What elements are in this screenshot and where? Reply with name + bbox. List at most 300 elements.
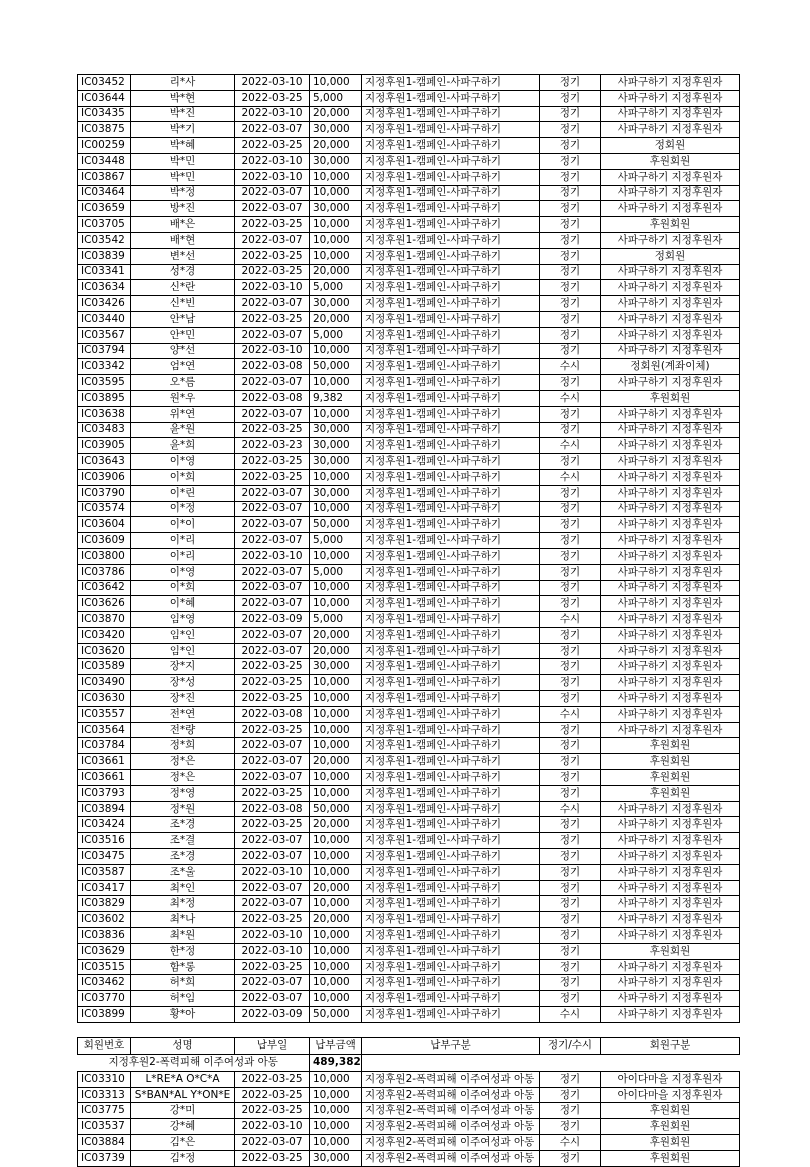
payment-frequency-cell: 정기: [540, 991, 601, 1007]
member-type-cell: 사파구하기 지정후원자: [601, 912, 740, 928]
payment-category-cell: 지정후원1-캠페인-사파구하기: [362, 169, 540, 185]
payment-frequency-cell: 정기: [540, 327, 601, 343]
payment-frequency-cell: 정기: [540, 296, 601, 312]
payment-frequency-cell: 정기: [540, 880, 601, 896]
payment-amount-cell: 9,382: [310, 390, 362, 406]
table-row: [78, 169, 740, 185]
payment-category-cell: 지정후원1-캠페인-사파구하기: [362, 564, 540, 580]
payment-frequency-cell: 정기: [540, 817, 601, 833]
payment-frequency-cell: 정기: [540, 722, 601, 738]
member-name-cell: 성*경: [131, 264, 235, 280]
member-name-cell: 박*민: [131, 169, 235, 185]
payment-amount-cell: 10,000: [310, 501, 362, 517]
member-id-cell: IC03574: [78, 501, 131, 517]
table-row: [78, 248, 740, 264]
member-type-cell: 사파구하기 지정후원자: [601, 817, 740, 833]
member-type-cell: 사파구하기 지정후원자: [601, 106, 740, 122]
payment-frequency-cell: 수시: [540, 359, 601, 375]
payment-category-cell: 지정후원1-캠페인-사파구하기: [362, 896, 540, 912]
member-type-cell: 후원회원: [601, 738, 740, 754]
payment-amount-cell: 10,000: [310, 406, 362, 422]
payment-amount-cell: 10,000: [310, 1087, 362, 1103]
payment-frequency-cell: 정기: [540, 896, 601, 912]
payment-category-cell: 지정후원1-캠페인-사파구하기: [362, 454, 540, 470]
payment-category-cell: 지정후원1-캠페인-사파구하기: [362, 722, 540, 738]
table-row: [78, 280, 740, 296]
member-type-cell: 사파구하기 지정후원자: [601, 564, 740, 580]
payment-amount-cell: 30,000: [310, 422, 362, 438]
member-id-cell: IC03775: [78, 1103, 131, 1119]
member-name-cell: L*RE*A O*C*A: [131, 1071, 235, 1087]
payment-amount-cell: 10,000: [310, 169, 362, 185]
payment-category-cell: 지정후원1-캠페인-사파구하기: [362, 801, 540, 817]
payment-date-cell: 2022-03-07: [235, 754, 310, 770]
member-id-cell: IC03634: [78, 280, 131, 296]
payment-amount-cell: 10,000: [310, 1103, 362, 1119]
member-name-cell: 강*혜: [131, 1119, 235, 1135]
payment-category-cell: 지정후원1-캠페인-사파구하기: [362, 343, 540, 359]
member-id-cell: IC03661: [78, 770, 131, 786]
member-name-cell: 양*선: [131, 343, 235, 359]
member-id-cell: IC03564: [78, 722, 131, 738]
member-type-cell: 사파구하기 지정후원자: [601, 485, 740, 501]
payment-frequency-cell: 수시: [540, 612, 601, 628]
payment-date-cell: 2022-03-09: [235, 612, 310, 628]
table-row: [78, 438, 740, 454]
payment-amount-cell: 5,000: [310, 90, 362, 106]
member-name-cell: 박*민: [131, 153, 235, 169]
table-row: [78, 375, 740, 391]
payment-date-cell: 2022-03-07: [235, 833, 310, 849]
member-id-cell: IC03448: [78, 153, 131, 169]
member-name-cell: 이*희: [131, 469, 235, 485]
member-type-cell: 정회원(계좌이체): [601, 359, 740, 375]
member-type-cell: 사파구하기 지정후원자: [601, 311, 740, 327]
member-type-cell: 사파구하기 지정후원자: [601, 580, 740, 596]
table-row: [78, 327, 740, 343]
table-row: [78, 122, 740, 138]
header-name: 성명: [131, 1037, 235, 1054]
payment-category-cell: 지정후원1-캠페인-사파구하기: [362, 438, 540, 454]
member-name-cell: 이*정: [131, 501, 235, 517]
member-id-cell: IC03516: [78, 833, 131, 849]
table-row: [78, 596, 740, 612]
table-row: [78, 959, 740, 975]
table-row: [78, 390, 740, 406]
table-row: [78, 770, 740, 786]
payment-frequency-cell: 정기: [540, 153, 601, 169]
table-row: [78, 1087, 740, 1103]
table-row: [78, 185, 740, 201]
table-row: [78, 627, 740, 643]
payment-date-cell: 2022-03-10: [235, 928, 310, 944]
member-type-cell: 사파구하기 지정후원자: [601, 406, 740, 422]
payment-frequency-cell: 정기: [540, 75, 601, 91]
member-id-cell: IC03620: [78, 643, 131, 659]
payment-frequency-cell: 수시: [540, 1135, 601, 1151]
payment-category-cell: 지정후원1-캠페인-사파구하기: [362, 675, 540, 691]
payment-date-cell: 2022-03-07: [235, 596, 310, 612]
member-id-cell: IC03537: [78, 1119, 131, 1135]
payment-amount-cell: 5,000: [310, 280, 362, 296]
header-frequency: 정기/수시: [540, 1037, 601, 1054]
payment-category-cell: 지정후원1-캠페인-사파구하기: [362, 943, 540, 959]
payment-amount-cell: 20,000: [310, 106, 362, 122]
payment-amount-cell: 50,000: [310, 359, 362, 375]
member-name-cell: 신*란: [131, 280, 235, 296]
payment-category-cell: 지정후원1-캠페인-사파구하기: [362, 596, 540, 612]
payment-amount-cell: 20,000: [310, 643, 362, 659]
table-row: [78, 580, 740, 596]
table-row: [78, 643, 740, 659]
payment-category-cell: 지정후원1-캠페인-사파구하기: [362, 311, 540, 327]
member-name-cell: 박*기: [131, 122, 235, 138]
payment-frequency-cell: 정기: [540, 280, 601, 296]
payment-date-cell: 2022-03-10: [235, 75, 310, 91]
payment-category-cell: 지정후원1-캠페인-사파구하기: [362, 959, 540, 975]
payment-date-cell: 2022-03-07: [235, 991, 310, 1007]
payment-date-cell: 2022-03-10: [235, 106, 310, 122]
payment-date-cell: 2022-03-07: [235, 201, 310, 217]
member-id-cell: IC03542: [78, 232, 131, 248]
payment-frequency-cell: 수시: [540, 706, 601, 722]
member-type-cell: 사파구하기 지정후원자: [601, 691, 740, 707]
member-name-cell: 안*민: [131, 327, 235, 343]
member-id-cell: IC03557: [78, 706, 131, 722]
payment-category-cell: 지정후원1-캠페인-사파구하기: [362, 517, 540, 533]
payment-date-cell: 2022-03-08: [235, 706, 310, 722]
payment-frequency-cell: 수시: [540, 438, 601, 454]
payment-amount-cell: 30,000: [310, 201, 362, 217]
column-header-row: [78, 1037, 740, 1054]
payment-category-cell: 지정후원2-폭력피해 이주여성과 아동: [362, 1087, 540, 1103]
member-name-cell: 전*연: [131, 706, 235, 722]
member-type-cell: 후원회원: [601, 1103, 740, 1119]
member-name-cell: 임*인: [131, 627, 235, 643]
payment-frequency-cell: 정기: [540, 406, 601, 422]
member-id-cell: IC03800: [78, 548, 131, 564]
payment-category-cell: 지정후원1-캠페인-사파구하기: [362, 659, 540, 675]
payment-amount-cell: 10,000: [310, 928, 362, 944]
member-type-cell: 사파구하기 지정후원자: [601, 343, 740, 359]
member-name-cell: 황*아: [131, 1007, 235, 1023]
payment-date-cell: 2022-03-25: [235, 311, 310, 327]
payment-frequency-cell: 정기: [540, 1103, 601, 1119]
member-name-cell: 신*빈: [131, 296, 235, 312]
member-name-cell: 한*정: [131, 943, 235, 959]
member-name-cell: 이*희: [131, 580, 235, 596]
payment-date-cell: 2022-03-25: [235, 248, 310, 264]
payment-amount-cell: 30,000: [310, 438, 362, 454]
member-id-cell: IC03638: [78, 406, 131, 422]
member-type-cell: 후원회원: [601, 217, 740, 233]
payment-category-cell: 지정후원1-캠페인-사파구하기: [362, 627, 540, 643]
payment-amount-cell: 30,000: [310, 296, 362, 312]
member-type-cell: 사파구하기 지정후원자: [601, 327, 740, 343]
payment-category-cell: 지정후원1-캠페인-사파구하기: [362, 90, 540, 106]
payment-category-cell: 지정후원1-캠페인-사파구하기: [362, 422, 540, 438]
member-type-cell: 사파구하기 지정후원자: [601, 643, 740, 659]
member-name-cell: 윤*원: [131, 422, 235, 438]
member-name-cell: 장*진: [131, 691, 235, 707]
payment-date-cell: 2022-03-25: [235, 675, 310, 691]
member-type-cell: 사파구하기 지정후원자: [601, 833, 740, 849]
member-type-cell: 사파구하기 지정후원자: [601, 296, 740, 312]
table-row: [78, 706, 740, 722]
table-row: [78, 754, 740, 770]
table-row: [78, 991, 740, 1007]
payment-date-cell: 2022-03-08: [235, 359, 310, 375]
payment-category-cell: 지정후원1-캠페인-사파구하기: [362, 185, 540, 201]
member-name-cell: 임*인: [131, 643, 235, 659]
member-name-cell: 윤*희: [131, 438, 235, 454]
table-row: [78, 533, 740, 549]
payment-frequency-cell: 정기: [540, 975, 601, 991]
payment-amount-cell: 10,000: [310, 896, 362, 912]
payment-date-cell: 2022-03-07: [235, 564, 310, 580]
member-id-cell: IC03435: [78, 106, 131, 122]
payment-amount-cell: 10,000: [310, 943, 362, 959]
payment-frequency-cell: 수시: [540, 801, 601, 817]
payment-date-cell: 2022-03-10: [235, 548, 310, 564]
member-name-cell: 장*성: [131, 675, 235, 691]
member-id-cell: IC00259: [78, 138, 131, 154]
table-row: [78, 722, 740, 738]
member-name-cell: 정*은: [131, 754, 235, 770]
member-type-cell: 사파구하기 지정후원자: [601, 659, 740, 675]
header-category: 납부구분: [362, 1037, 540, 1054]
member-type-cell: 사파구하기 지정후원자: [601, 422, 740, 438]
member-id-cell: IC03483: [78, 422, 131, 438]
member-id-cell: IC03440: [78, 311, 131, 327]
payment-amount-cell: 10,000: [310, 343, 362, 359]
table-row: [78, 975, 740, 991]
payment-frequency-cell: 정기: [540, 185, 601, 201]
payment-amount-cell: 20,000: [310, 311, 362, 327]
payment-date-cell: 2022-03-25: [235, 691, 310, 707]
member-name-cell: 박*현: [131, 90, 235, 106]
payment-frequency-cell: 정기: [540, 1150, 601, 1166]
payment-frequency-cell: 정기: [540, 833, 601, 849]
section2-rows: [78, 1071, 740, 1166]
section-total: 489,382: [310, 1054, 362, 1071]
payment-amount-cell: 10,000: [310, 1071, 362, 1087]
payment-amount-cell: 10,000: [310, 738, 362, 754]
member-name-cell: 배*은: [131, 217, 235, 233]
member-type-cell: 사파구하기 지정후원자: [601, 375, 740, 391]
member-id-cell: IC03595: [78, 375, 131, 391]
member-type-cell: 사파구하기 지정후원자: [601, 959, 740, 975]
header-member-id: 회원번호: [78, 1037, 131, 1054]
member-id-cell: IC03705: [78, 217, 131, 233]
payment-frequency-cell: 정기: [540, 122, 601, 138]
payment-category-cell: 지정후원1-캠페인-사파구하기: [362, 706, 540, 722]
member-name-cell: 원*우: [131, 390, 235, 406]
section2-header: [78, 1037, 740, 1071]
payment-frequency-cell: 정기: [540, 375, 601, 391]
payment-category-cell: 지정후원1-캠페인-사파구하기: [362, 280, 540, 296]
payment-frequency-cell: 정기: [540, 501, 601, 517]
payment-date-cell: 2022-03-07: [235, 1135, 310, 1151]
payment-date-cell: 2022-03-07: [235, 485, 310, 501]
member-id-cell: IC03462: [78, 975, 131, 991]
payment-category-cell: 지정후원1-캠페인-사파구하기: [362, 122, 540, 138]
member-type-cell: 사파구하기 지정후원자: [601, 706, 740, 722]
payment-date-cell: 2022-03-10: [235, 864, 310, 880]
payment-amount-cell: 10,000: [310, 691, 362, 707]
member-name-cell: 김*은: [131, 1135, 235, 1151]
member-type-cell: 사파구하기 지정후원자: [601, 991, 740, 1007]
table-row: [78, 359, 740, 375]
member-type-cell: 사파구하기 지정후원자: [601, 722, 740, 738]
payment-amount-cell: 20,000: [310, 754, 362, 770]
member-id-cell: IC03602: [78, 912, 131, 928]
payment-date-cell: 2022-03-07: [235, 501, 310, 517]
payment-date-cell: 2022-03-25: [235, 422, 310, 438]
table-row: [78, 138, 740, 154]
payment-category-cell: 지정후원2-폭력피해 이주여성과 아동: [362, 1150, 540, 1166]
payment-date-cell: 2022-03-07: [235, 627, 310, 643]
payment-amount-cell: 10,000: [310, 75, 362, 91]
member-id-cell: IC03629: [78, 943, 131, 959]
payment-date-cell: 2022-03-10: [235, 943, 310, 959]
payment-date-cell: 2022-03-25: [235, 469, 310, 485]
payment-amount-cell: 50,000: [310, 1007, 362, 1023]
payment-category-cell: 지정후원1-캠페인-사파구하기: [362, 359, 540, 375]
table-row: [78, 817, 740, 833]
payment-category-cell: 지정후원1-캠페인-사파구하기: [362, 390, 540, 406]
payment-category-cell: 지정후원1-캠페인-사파구하기: [362, 849, 540, 865]
payment-category-cell: 지정후원1-캠페인-사파구하기: [362, 485, 540, 501]
payment-frequency-cell: 정기: [540, 675, 601, 691]
payment-date-cell: 2022-03-25: [235, 659, 310, 675]
payment-amount-cell: 10,000: [310, 469, 362, 485]
payment-amount-cell: 30,000: [310, 485, 362, 501]
member-type-cell: 사파구하기 지정후원자: [601, 1007, 740, 1023]
table-row: [78, 912, 740, 928]
payment-amount-cell: 5,000: [310, 612, 362, 628]
payment-frequency-cell: 정기: [540, 201, 601, 217]
member-name-cell: 방*진: [131, 201, 235, 217]
member-type-cell: 사파구하기 지정후원자: [601, 232, 740, 248]
member-id-cell: IC03609: [78, 533, 131, 549]
table-row: [78, 469, 740, 485]
member-id-cell: IC03905: [78, 438, 131, 454]
payment-category-cell: 지정후원1-캠페인-사파구하기: [362, 153, 540, 169]
payment-frequency-cell: 정기: [540, 596, 601, 612]
payment-frequency-cell: 정기: [540, 454, 601, 470]
payment-frequency-cell: 정기: [540, 959, 601, 975]
member-id-cell: IC03770: [78, 991, 131, 1007]
member-id-cell: IC03895: [78, 390, 131, 406]
member-id-cell: IC03739: [78, 1150, 131, 1166]
payment-frequency-cell: 정기: [540, 422, 601, 438]
table-row: [78, 106, 740, 122]
table-row: [78, 217, 740, 233]
member-type-cell: 사파구하기 지정후원자: [601, 627, 740, 643]
member-name-cell: 이*이: [131, 517, 235, 533]
payment-date-cell: 2022-03-10: [235, 169, 310, 185]
payment-date-cell: 2022-03-08: [235, 390, 310, 406]
payment-category-cell: 지정후원1-캠페인-사파구하기: [362, 643, 540, 659]
table-row: [78, 833, 740, 849]
payment-date-cell: 2022-03-25: [235, 722, 310, 738]
member-id-cell: IC03464: [78, 185, 131, 201]
member-name-cell: 임*영: [131, 612, 235, 628]
payment-date-cell: 2022-03-07: [235, 880, 310, 896]
payment-date-cell: 2022-03-10: [235, 153, 310, 169]
payment-date-cell: 2022-03-25: [235, 912, 310, 928]
payment-amount-cell: 10,000: [310, 770, 362, 786]
member-name-cell: 전*량: [131, 722, 235, 738]
payment-date-cell: 2022-03-25: [235, 138, 310, 154]
member-id-cell: IC03829: [78, 896, 131, 912]
payment-frequency-cell: 정기: [540, 754, 601, 770]
payment-category-cell: 지정후원1-캠페인-사파구하기: [362, 327, 540, 343]
member-type-cell: 후원회원: [601, 1119, 740, 1135]
payment-category-cell: 지정후원1-캠페인-사파구하기: [362, 469, 540, 485]
member-id-cell: IC03417: [78, 880, 131, 896]
payment-frequency-cell: 정기: [540, 90, 601, 106]
table-row: [78, 928, 740, 944]
member-type-cell: 사파구하기 지정후원자: [601, 438, 740, 454]
payment-date-cell: 2022-03-07: [235, 122, 310, 138]
member-id-cell: IC03626: [78, 596, 131, 612]
member-name-cell: 김*정: [131, 1150, 235, 1166]
member-type-cell: 후원회원: [601, 754, 740, 770]
table-row: [78, 517, 740, 533]
member-id-cell: IC03906: [78, 469, 131, 485]
table-row: [78, 943, 740, 959]
payment-frequency-cell: 정기: [540, 627, 601, 643]
member-id-cell: IC03786: [78, 564, 131, 580]
table-row: [78, 675, 740, 691]
section-summary-row: [78, 1054, 740, 1071]
member-name-cell: 이*영: [131, 564, 235, 580]
payment-category-cell: 지정후원1-캠페인-사파구하기: [362, 1007, 540, 1023]
payment-category-cell: 지정후원1-캠페인-사파구하기: [362, 912, 540, 928]
table-row: [78, 406, 740, 422]
payment-frequency-cell: 정기: [540, 849, 601, 865]
table-row: [78, 1135, 740, 1151]
member-name-cell: 허*희: [131, 975, 235, 991]
payment-category-cell: 지정후원1-캠페인-사파구하기: [362, 880, 540, 896]
member-type-cell: 사파구하기 지정후원자: [601, 896, 740, 912]
payment-amount-cell: 30,000: [310, 153, 362, 169]
payment-date-cell: 2022-03-25: [235, 1071, 310, 1087]
member-name-cell: 조*경: [131, 817, 235, 833]
payment-category-cell: 지정후원1-캠페인-사파구하기: [362, 754, 540, 770]
payment-amount-cell: 50,000: [310, 517, 362, 533]
payment-category-cell: 지정후원1-캠페인-사파구하기: [362, 406, 540, 422]
payment-amount-cell: 10,000: [310, 706, 362, 722]
payment-frequency-cell: 정기: [540, 248, 601, 264]
table-row: [78, 1150, 740, 1166]
payment-frequency-cell: 정기: [540, 1071, 601, 1087]
payment-date-cell: 2022-03-09: [235, 1007, 310, 1023]
payment-frequency-cell: 정기: [540, 106, 601, 122]
payment-category-cell: 지정후원1-캠페인-사파구하기: [362, 975, 540, 991]
member-type-cell: 사파구하기 지정후원자: [601, 169, 740, 185]
payment-amount-cell: 10,000: [310, 722, 362, 738]
table-row: [78, 501, 740, 517]
payment-amount-cell: 50,000: [310, 801, 362, 817]
member-name-cell: 이*리: [131, 548, 235, 564]
member-type-cell: 사파구하기 지정후원자: [601, 122, 740, 138]
member-name-cell: 박*진: [131, 106, 235, 122]
member-type-cell: 사파구하기 지정후원자: [601, 864, 740, 880]
header-member-type: 회원구분: [601, 1037, 740, 1054]
